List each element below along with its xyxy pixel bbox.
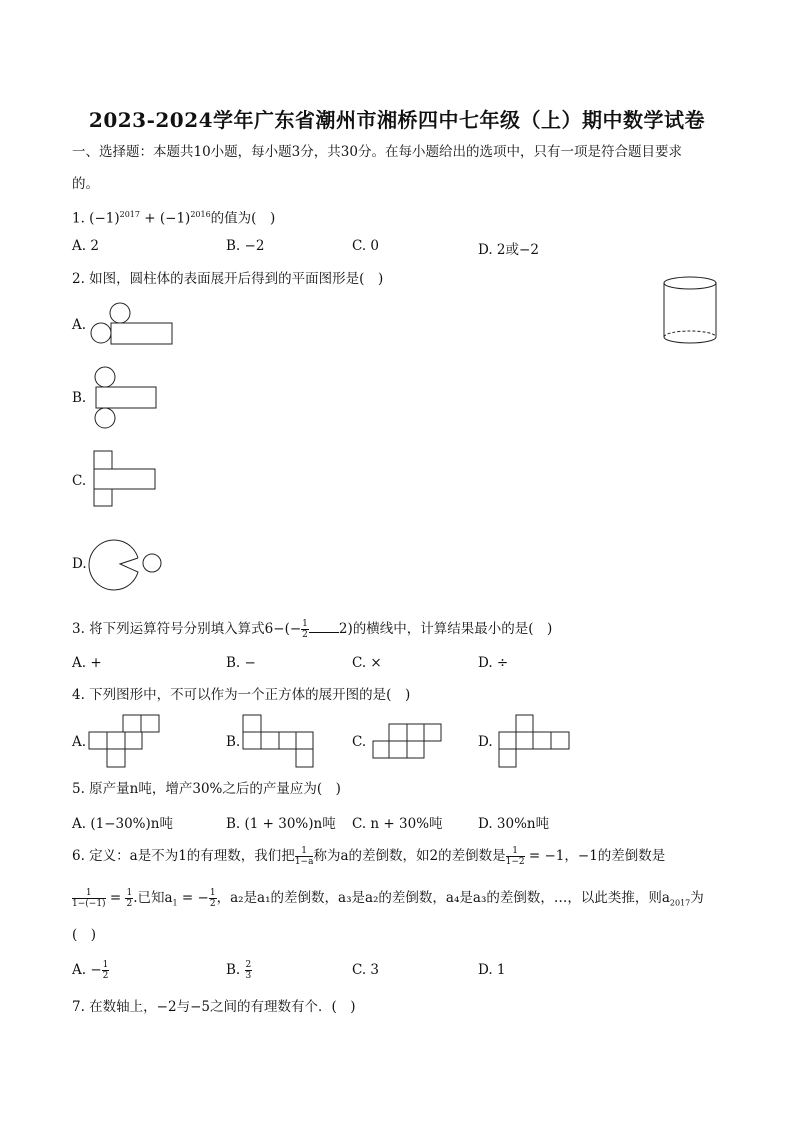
q1-option-d[interactable]: D. 2或−2 xyxy=(478,242,539,258)
q6-f5-numerator: 1 xyxy=(209,888,216,898)
q2-net-b xyxy=(95,367,156,428)
question-6-line2 xyxy=(72,888,704,913)
cylinder-figure xyxy=(664,277,716,343)
q1-number: 1. xyxy=(72,210,90,227)
q6-text-7: ，a₂是a₁的差倒数，a₃是a₂的差倒数，a₄是a₃的差倒数，…，以此类推，则a xyxy=(216,890,670,906)
q3-text-before: 3. 将下列运算符号分别填入算式6−(− xyxy=(72,621,302,637)
q6-opt-b-prefix: B. xyxy=(226,962,245,978)
q4-net-d xyxy=(499,715,569,767)
q2-net-a xyxy=(91,303,172,344)
q6-option-a[interactable] xyxy=(72,960,109,981)
q6-f1-numerator: 1 xyxy=(295,846,314,857)
q2-net-d xyxy=(89,540,161,590)
q5-option-a[interactable]: A. (1−30%)n吨 xyxy=(72,816,173,832)
q1-option-b[interactable]: B. −2 xyxy=(226,238,265,254)
section-instructions-line2: 的。 xyxy=(72,176,99,192)
q2-label-b[interactable]: B. xyxy=(72,390,87,406)
q3-blank[interactable] xyxy=(309,620,339,633)
q1-option-a[interactable]: A. 2 xyxy=(72,238,99,254)
q4-net-b xyxy=(243,715,313,767)
q2-label-c[interactable]: C. xyxy=(72,473,87,489)
q6-text-4: = xyxy=(105,890,126,906)
q6-f3-numerator: 1 xyxy=(72,888,106,899)
q6-text-5: .已知a xyxy=(133,890,173,906)
q6-opt-a-denominator: 2 xyxy=(102,971,109,981)
q6-f2-numerator: 1 xyxy=(506,846,525,857)
q6-sub-2017: 2017 xyxy=(669,898,691,908)
q3-text-after: 2)的横线中，计算结果最小的是( ) xyxy=(338,621,553,637)
section-instructions-line1: 一、选择题：本题共10小题，每小题3分，共30分。在每小题给出的选项中，只有一项是符合题目要求 xyxy=(72,144,682,160)
q6-text-2: 称为a的差倒数，如2的差倒数是 xyxy=(313,848,506,864)
q4-label-d[interactable]: D. xyxy=(478,734,493,750)
q6-option-c[interactable]: C. 3 xyxy=(352,962,380,978)
q4-label-c[interactable]: C. xyxy=(352,734,367,750)
q5-option-b[interactable]: B. (1 + 30%)n吨 xyxy=(226,816,336,832)
q6-opt-a-prefix: A. − xyxy=(72,962,102,978)
question-5-stem: 5. 原产量n吨，增产30%之后的产量应为( ) xyxy=(72,781,341,797)
question-4-stem: 4. 下列图形中，不可以作为一个正方体的展开图的是( ) xyxy=(72,687,411,703)
q6-fraction-1 xyxy=(295,846,314,867)
q6-opt-b-fraction xyxy=(245,960,253,981)
q6-option-d[interactable]: D. 1 xyxy=(478,962,506,978)
q6-f4-denominator: 2 xyxy=(126,899,133,909)
q6-f4-numerator: 1 xyxy=(126,888,133,898)
q3-frac-denominator: 2 xyxy=(302,630,308,640)
q1-suffix: 的值为( ) xyxy=(210,210,276,227)
q6-f5-denominator: 2 xyxy=(209,899,216,909)
q4-label-b[interactable]: B. xyxy=(226,734,241,750)
question-6-paren: ( ) xyxy=(72,927,97,943)
q3-option-a[interactable]: A. + xyxy=(72,655,102,671)
q6-opt-a-numerator: 1 xyxy=(102,960,109,970)
q6-opt-b-numerator: 2 xyxy=(245,960,252,970)
q6-fraction-3 xyxy=(72,888,106,909)
q6-option-b[interactable] xyxy=(226,960,252,981)
q4-net-c xyxy=(373,724,441,758)
q1-exponent-2: 2016 xyxy=(190,210,211,219)
q6-f2-denominator: 1−2 xyxy=(505,857,525,867)
q6-text-6: = − xyxy=(177,890,209,906)
q1-plus: + xyxy=(139,210,160,227)
q6-fraction-2 xyxy=(506,846,525,867)
q1-base-2: (−1) xyxy=(159,210,191,227)
q5-option-d[interactable]: D. 30%n吨 xyxy=(478,816,550,832)
question-6-line1 xyxy=(72,846,665,867)
q3-fraction xyxy=(301,619,309,640)
question-2-stem: 2. 如图，圆柱体的表面展开后得到的平面图形是( ) xyxy=(72,271,384,287)
q6-text-8: 为 xyxy=(690,890,704,906)
q6-f3-denominator: 1−(−1) xyxy=(72,899,106,909)
q6-opt-b-denominator: 3 xyxy=(245,971,252,981)
q4-label-a[interactable]: A. xyxy=(72,734,87,750)
q6-fraction-5 xyxy=(209,888,217,909)
q3-option-d[interactable]: D. ÷ xyxy=(478,655,509,671)
q6-text-3: = −1，−1的差倒数是 xyxy=(524,848,666,864)
q1-exponent-1: 2017 xyxy=(119,210,140,219)
question-3-stem xyxy=(72,619,552,640)
q6-text-1: 6. 定义：a是不为1的有理数，我们把 xyxy=(72,848,295,864)
q1-base-1: (−1) xyxy=(89,210,120,227)
q2-net-c xyxy=(94,451,155,506)
q4-net-a xyxy=(89,715,159,767)
q5-option-c[interactable]: C. n + 30%吨 xyxy=(352,816,443,832)
q3-option-b[interactable]: B. − xyxy=(226,655,256,671)
page-title: 2023-2024学年广东省潮州市湘桥四中七年级（上）期中数学试卷 xyxy=(88,108,706,132)
q3-option-c[interactable]: C. × xyxy=(352,655,382,671)
q1-option-c[interactable]: C. 0 xyxy=(352,238,380,254)
q3-frac-numerator: 1 xyxy=(302,619,308,629)
q2-label-a[interactable]: A. xyxy=(72,317,87,333)
q2-label-d[interactable]: D. xyxy=(72,556,87,572)
question-7-stem: 7. 在数轴上，−2与−5之间的有理数有个．( ) xyxy=(72,999,356,1015)
q6-sub-1: 1 xyxy=(172,898,178,908)
q6-opt-a-fraction xyxy=(102,960,110,981)
q6-f1-denominator: 1−a xyxy=(294,857,314,867)
